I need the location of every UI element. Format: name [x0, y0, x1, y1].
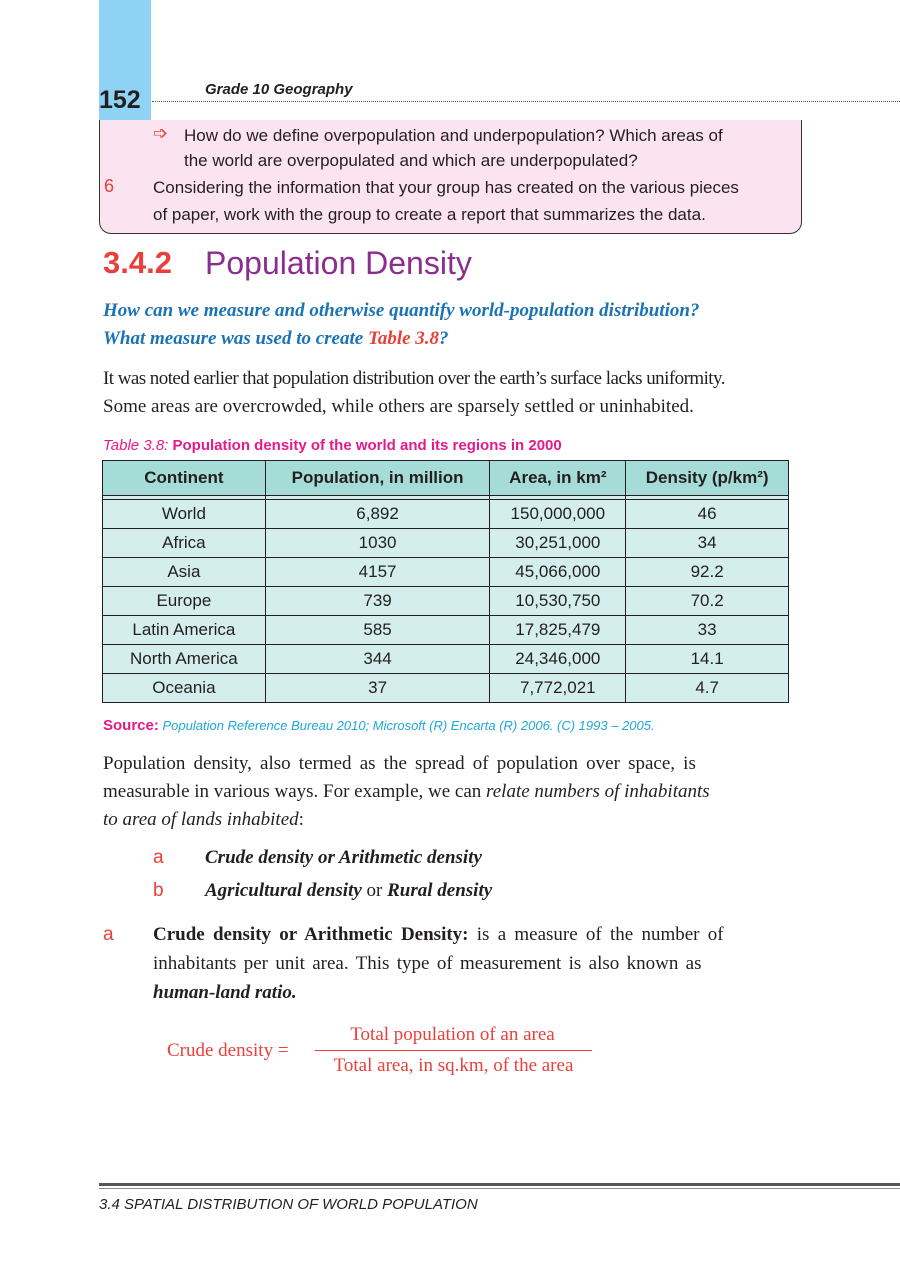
table-cell: 24,346,000: [490, 645, 626, 674]
footer-rule-thin: [99, 1188, 900, 1189]
activity-bullet-line-2: the world are overpopulated and which are underpopulated?: [184, 151, 638, 170]
list-item-a: [205, 847, 482, 869]
footer-rule: [99, 1183, 900, 1186]
population-density-table: [102, 460, 789, 703]
table-cell: 14.1: [626, 645, 789, 674]
list-item-b-or: or: [361, 880, 388, 901]
table-reference: Table 3.8: [367, 328, 440, 349]
formula-lhs: Crude density =: [167, 1040, 289, 1061]
table-cell: 33: [626, 616, 789, 645]
header-dotted-rule: [152, 101, 900, 102]
source-text: Population Reference Bureau 2010; Microsoft (R) Encarta (R) 2006. (C) 1993 – 2005.: [162, 718, 655, 733]
table-cell: 17,825,479: [490, 616, 626, 645]
definition-term: Crude density or Arithmetic Density:: [153, 924, 469, 945]
table-cell: 4157: [265, 558, 490, 587]
body-line-3: [103, 809, 304, 831]
body-line-2-text: measurable in various ways. For example, we can: [103, 781, 487, 802]
table-cell: Europe: [103, 587, 266, 616]
table-row: [103, 674, 789, 703]
list-letter-b: b: [153, 880, 164, 901]
table-cell: Latin America: [103, 616, 266, 645]
intro-line-1: It was noted earlier that population distribution over the earth’s surface lacks uniformity.: [103, 368, 725, 389]
table-header-cell: Density (p/km²): [626, 461, 789, 496]
table-cell: 739: [265, 587, 490, 616]
table-cell: 1030: [265, 529, 490, 558]
source-label: Source:: [103, 717, 159, 734]
table-caption-title: Population density of the world and its regions in 2000: [172, 437, 562, 454]
list-letter-a: a: [153, 847, 164, 868]
table-header-cell: Continent: [103, 461, 266, 496]
section-number: 3.4.2: [103, 245, 172, 280]
body-line-2-italic: relate numbers of inhabitants: [486, 781, 710, 802]
formula-fraction-bar: [315, 1050, 592, 1051]
table-cell: 45,066,000: [490, 558, 626, 587]
list-item-a-text: Crude density or Arithmetic density: [205, 847, 482, 868]
table-cell: 46: [626, 500, 789, 529]
table-cell: Oceania: [103, 674, 266, 703]
table-cell: 6,892: [265, 500, 490, 529]
list-item-b-term2: Rural density: [387, 880, 493, 901]
activity-item-line-1: Considering the information that your group has created on the various pieces: [153, 178, 739, 197]
table-row: [103, 645, 789, 674]
table-cell: 37: [265, 674, 490, 703]
table-cell: 92.2: [626, 558, 789, 587]
table-row: [103, 616, 789, 645]
body-line-1: Population density, also termed as the spread of population over space, is: [103, 753, 696, 774]
table-header-row: [103, 461, 789, 496]
table-cell: North America: [103, 645, 266, 674]
table-row: [103, 500, 789, 529]
table-row: [103, 587, 789, 616]
table-cell: 585: [265, 616, 490, 645]
definition-line-1-rest: is a measure of the number of: [468, 924, 724, 945]
formula-denominator: Total area, in sq.km, of the area: [333, 1055, 574, 1076]
question-line-2: [103, 328, 449, 350]
activity-bullet-line-1: How do we define overpopulation and underpopulation? Which areas of: [184, 126, 723, 145]
table-caption-label: Table 3.8:: [103, 437, 169, 454]
question-mark: ?: [439, 328, 449, 349]
activity-item-line-2: of paper, work with the group to create a report that summarizes the data.: [153, 205, 706, 224]
formula-numerator: Total population of an area: [350, 1024, 555, 1045]
question-line-1: How can we measure and otherwise quantify world-population distribution?: [103, 300, 700, 321]
table-cell: 344: [265, 645, 490, 674]
table-row: [103, 558, 789, 587]
body-line-3-colon: :: [298, 809, 304, 830]
table-cell: World: [103, 500, 266, 529]
footer-chapter-title: 3.4 SPATIAL DISTRIBUTION OF WORLD POPULATION: [99, 1196, 478, 1213]
table-cell: 7,772,021: [490, 674, 626, 703]
table-cell: 34: [626, 529, 789, 558]
question-line-2-text: What measure was used to create: [103, 328, 368, 349]
table-caption: [103, 437, 562, 454]
table-row: [103, 529, 789, 558]
intro-line-2: Some areas are overcrowded, while others are sparsely settled or uninhabited.: [103, 396, 694, 417]
table-cell: 30,251,000: [490, 529, 626, 558]
table-source: [103, 717, 655, 734]
table-cell: Africa: [103, 529, 266, 558]
table-cell: 10,530,750: [490, 587, 626, 616]
list-item-b-term1: Agricultural density: [205, 880, 362, 901]
body-line-2: [103, 781, 710, 803]
table-cell: Asia: [103, 558, 266, 587]
definition-letter: a: [103, 924, 114, 945]
right-arrow-icon: ➩: [153, 123, 169, 144]
definition-line-1: [153, 924, 724, 946]
table-cell: 150,000,000: [490, 500, 626, 529]
table-cell: 4.7: [626, 674, 789, 703]
table-cell: 70.2: [626, 587, 789, 616]
section-title: Population Density: [205, 245, 472, 281]
running-head: Grade 10 Geography: [205, 81, 353, 98]
page-number: 152: [99, 86, 141, 114]
definition-line-2: inhabitants per unit area. This type of measurement is also known as: [153, 953, 702, 974]
activity-item-number: 6: [104, 176, 115, 196]
body-line-3-italic: to area of lands inhabited: [103, 809, 299, 830]
definition-line-3: [153, 982, 297, 1004]
table-header-cell: Population, in million: [265, 461, 490, 496]
list-item-b: [205, 880, 492, 902]
definition-term-2: human-land ratio.: [153, 982, 297, 1003]
table-header-cell: Area, in km²: [490, 461, 626, 496]
